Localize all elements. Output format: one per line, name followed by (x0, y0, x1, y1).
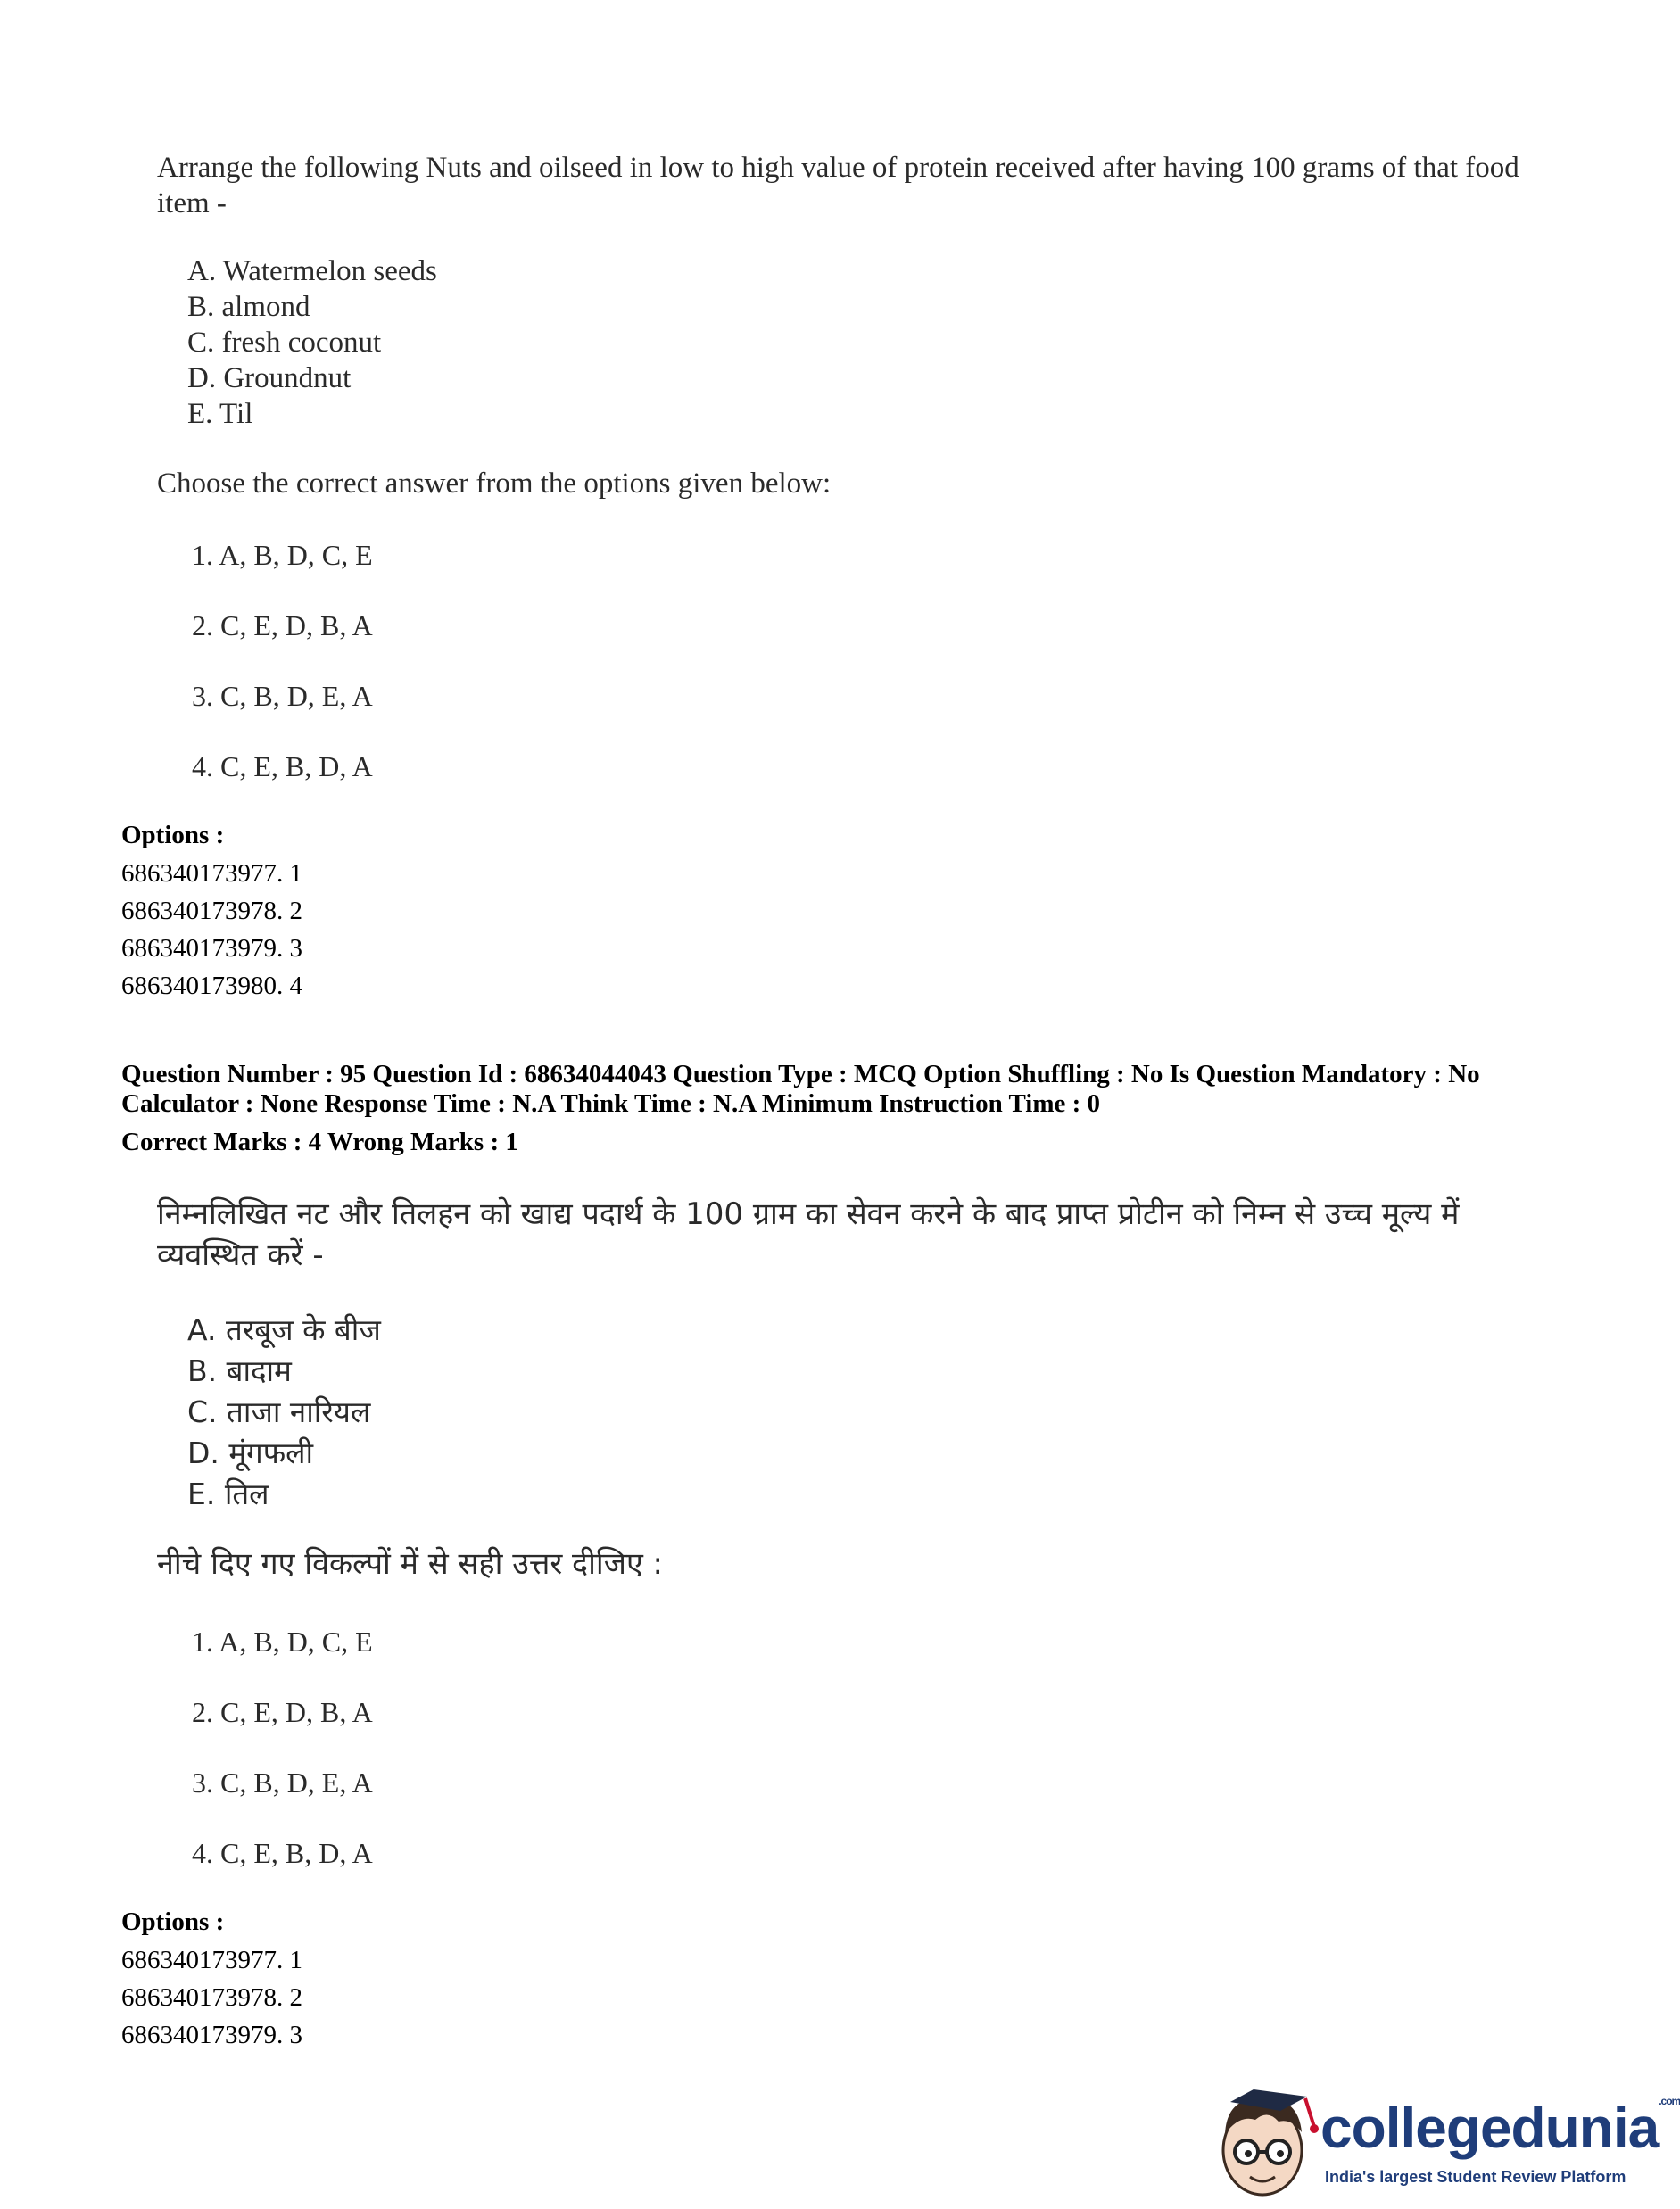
list-item: B. बादाम (187, 1353, 292, 1388)
answer-choice: 2. C, E, D, B, A (192, 1696, 373, 1728)
option-id: 686340173977. 1 (121, 859, 302, 888)
list-item: A. Watermelon seeds (187, 255, 437, 287)
answer-choice: 4. C, E, B, D, A (192, 1837, 373, 1869)
option-id: 686340173978. 2 (121, 1983, 302, 2012)
mascot-icon (1209, 2079, 1325, 2204)
list-item: C. fresh coconut (187, 327, 382, 359)
option-id: 686340173979. 3 (121, 934, 302, 963)
list-item: D. Groundnut (187, 362, 352, 394)
question-text: Arrange the following Nuts and oilseed in low to high value of protein received after having 100 grams of that food item - (157, 152, 1519, 219)
answer-choice: 2. C, E, D, B, A (192, 609, 373, 641)
question-text-hindi: निम्नलिखित नट और तिलहन को खाद्य पदार्थ के 100 ग्राम का सेवन करने के बाद प्राप्त प्रोटीन को निम्न से उच्च मूल्य में व्यवस्थित करें - (157, 1196, 1460, 1273)
options-heading: Options : (121, 821, 225, 849)
list-item: D. मूंगफली (187, 1435, 314, 1470)
answer-prompt: Choose the correct answer from the options given below: (157, 467, 832, 500)
brand-name: collegedunia$^{.com}$ (1320, 2095, 1680, 2160)
marks-meta: Correct Marks : 4 Wrong Marks : 1 (121, 1128, 518, 1156)
collegedunia-logo (1209, 2079, 1680, 2204)
item-list-hindi (187, 1310, 381, 1515)
question-meta: Question Number : 95 Question Id : 68634044043 Question Type : MCQ Option Shuffling : No Is Question Mandatory : No Calculator : None Response Time : N.A Think Time : N.A Minimum Instruction Time : 0 (121, 1060, 1480, 1118)
list-item: B. almond (187, 291, 310, 323)
item-list (187, 253, 437, 432)
brand-tagline: India's largest Student Review Platform (1325, 2168, 1626, 2186)
option-id: 686340173978. 2 (121, 897, 302, 925)
options-heading: Options : (121, 1907, 225, 1936)
answer-choice: 1. A, B, D, C, E (192, 539, 373, 571)
answer-choice: 1. A, B, D, C, E (192, 1626, 373, 1658)
option-id: 686340173979. 3 (121, 2021, 302, 2049)
option-id: 686340173980. 4 (121, 972, 302, 1000)
list-item: A. तरबूज के बीज (187, 1312, 381, 1347)
brand-suffix: .com (1659, 2095, 1680, 2107)
option-id: 686340173977. 1 (121, 1946, 302, 1974)
option-id-list (121, 1941, 302, 2054)
list-item: E. तिल (187, 1477, 269, 1511)
list-item: E. Til (187, 398, 253, 430)
answer-prompt-hindi: नीचे दिए गए विकल्पों में से सही उत्तर दीजिए : (157, 1546, 664, 1582)
choice-list (192, 1624, 373, 1906)
answer-choice: 3. C, B, D, E, A (192, 1766, 373, 1799)
option-id-list (121, 855, 302, 1005)
answer-choice: 3. C, B, D, E, A (192, 680, 373, 712)
choice-list (192, 537, 373, 819)
answer-choice: 4. C, E, B, D, A (192, 750, 373, 782)
list-item: C. ताजा नारियल (187, 1394, 371, 1429)
